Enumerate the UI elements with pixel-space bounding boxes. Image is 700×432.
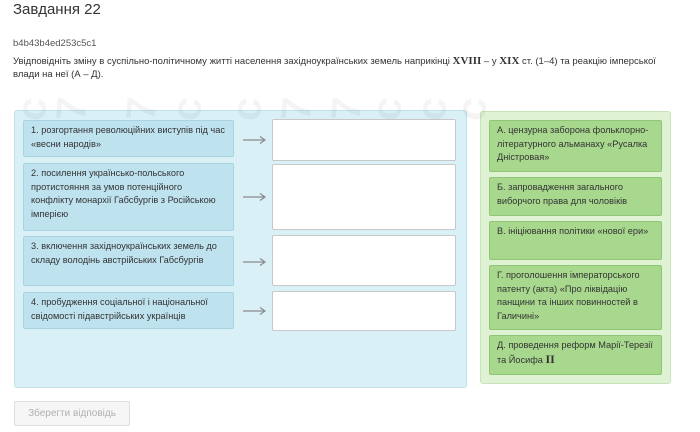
question-card-2[interactable]: 2. посилення українсько-польського протистояння за умов потенційного конфлікту монархії Габсбургів з Російською імперією [23,163,234,231]
drop-zone-3[interactable] [272,235,456,286]
task-title: Завдання 22 [13,1,101,18]
task-id: b4b43b4ed253c5c1 [13,38,97,49]
arrow-right-icon [243,257,267,267]
question-card-1[interactable]: 1. розгортання революційних виступів під час «весни народів» [23,120,234,157]
answer-card-b[interactable]: Б. запровадження загального виборчого права для чоловіків [489,177,662,216]
drop-zone-4[interactable] [272,291,456,331]
question-card-4[interactable]: 4. пробудження соціальної і національної свідомості підавстрійських українців [23,292,234,329]
drop-zone-2[interactable] [272,164,456,230]
answer-card-d[interactable]: Д. проведення реформ Марії-Терезії та Йосифа II [489,335,662,375]
answer-card-a[interactable]: А. цензурна заборона фольклорно-літературного альманаху «Русалка Дністровая» [489,120,662,172]
arrow-right-icon [243,192,267,202]
answer-card-v[interactable]: В. ініціювання політики «нової ери» [489,221,662,260]
save-answer-button[interactable]: Зберегти відповідь [14,401,130,426]
question-card-3[interactable]: 3. включення західноукраїнських земель до складу володінь австрійських Габсбургів [23,236,234,286]
arrow-right-icon [243,306,267,316]
answer-card-g[interactable]: Г. проголошення імператорського патенту (акта) «Про ліквідацію панщини та інших повинностей в Галичині» [489,265,662,330]
drop-zone-1[interactable] [272,119,456,161]
arrow-right-icon [243,135,267,145]
task-prompt: Увідповідніть зміну в суспільно-політичному житті населення західноукраїнських земель наприкінці XVIII – у XIX ст. (1–4) та реакцію імперської влади на неї (А – Д). [13,55,656,80]
